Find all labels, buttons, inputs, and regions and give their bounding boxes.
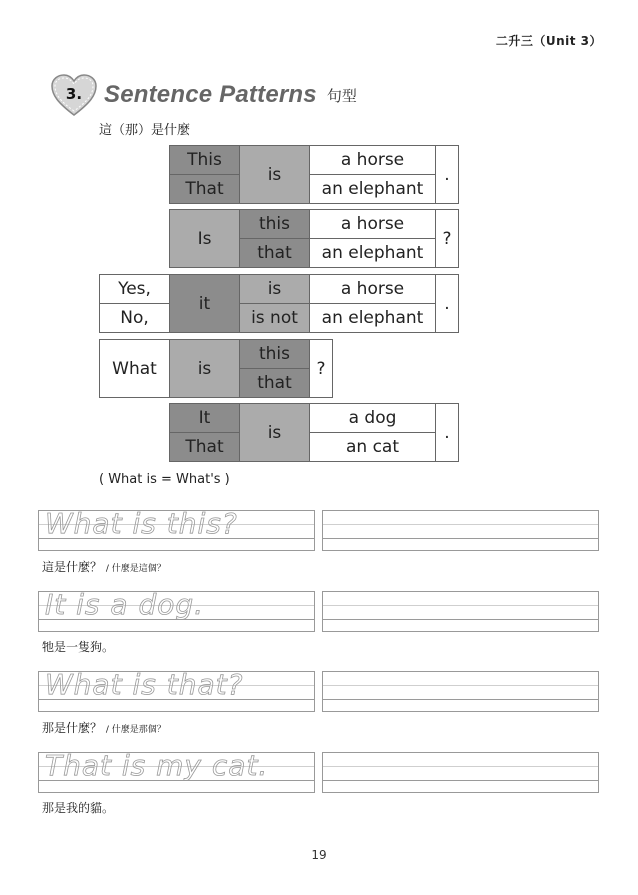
tracing-line[interactable] bbox=[38, 507, 315, 551]
translation-alt: / 什麼是那個？ bbox=[105, 725, 166, 735]
tracing-line[interactable] bbox=[38, 749, 315, 793]
tracing-line[interactable] bbox=[38, 588, 315, 632]
section-title-zh: 句型 bbox=[326, 86, 357, 105]
writing-line[interactable] bbox=[322, 752, 599, 793]
pattern-end-mark: . bbox=[436, 146, 459, 204]
trace-text: What is this? bbox=[45, 507, 238, 540]
pattern-table-3 bbox=[99, 274, 459, 333]
tracing-line[interactable] bbox=[38, 668, 315, 712]
pattern-table-4 bbox=[99, 339, 333, 398]
pattern-table-2 bbox=[169, 209, 459, 268]
pattern-cell: this bbox=[240, 340, 310, 369]
page-number: 19 bbox=[311, 848, 327, 862]
section-number: 3. bbox=[65, 85, 83, 103]
pattern-cell: Yes, bbox=[100, 275, 170, 304]
translation-alt: / 什麼是這個？ bbox=[105, 564, 166, 574]
writing-line[interactable] bbox=[322, 591, 599, 632]
pattern-cell: an elephant bbox=[310, 304, 436, 333]
pattern-cell: a dog bbox=[310, 404, 436, 433]
translation bbox=[42, 558, 166, 575]
writing-line[interactable] bbox=[322, 671, 599, 712]
pattern-cell: is bbox=[240, 275, 310, 304]
trace-text: It is a dog. bbox=[45, 588, 205, 621]
pattern-cell: What bbox=[100, 340, 170, 398]
trace-text: What is that? bbox=[45, 668, 244, 701]
section-title-row bbox=[50, 70, 357, 120]
trace-text: That is my cat. bbox=[45, 749, 269, 782]
pattern-end-mark: . bbox=[436, 404, 459, 462]
contraction-note: ( What is = What's ) bbox=[99, 472, 230, 487]
pattern-cell: is bbox=[240, 404, 310, 462]
translation bbox=[42, 799, 114, 816]
pattern-cell: a horse bbox=[310, 146, 436, 175]
pattern-end-mark: . bbox=[436, 275, 459, 333]
translation-main: 牠是一隻狗。 bbox=[42, 640, 115, 654]
pattern-cell: an elephant bbox=[310, 175, 436, 204]
heart-number-badge bbox=[50, 73, 98, 117]
pattern-cell: an cat bbox=[310, 433, 436, 462]
pattern-cell: an elephant bbox=[310, 239, 436, 268]
pattern-cell: This bbox=[170, 146, 240, 175]
pattern-cell: that bbox=[240, 369, 310, 398]
pattern-end-mark: ? bbox=[436, 210, 459, 268]
pattern-cell: a horse bbox=[310, 210, 436, 239]
pattern-cell: a horse bbox=[310, 275, 436, 304]
pattern-table-1 bbox=[169, 145, 459, 204]
pattern-cell: That bbox=[170, 175, 240, 204]
pattern-cell: this bbox=[240, 210, 310, 239]
pattern-cell: is not bbox=[240, 304, 310, 333]
pattern-cell: that bbox=[240, 239, 310, 268]
pattern-cell: No, bbox=[100, 304, 170, 333]
translation-main: 這是什麼？ bbox=[42, 560, 103, 574]
pattern-cell: That bbox=[170, 433, 240, 462]
translation-main: 那是我的貓。 bbox=[42, 801, 115, 815]
writing-line[interactable] bbox=[322, 510, 599, 551]
pattern-cell: it bbox=[170, 275, 240, 333]
pattern-end-mark: ? bbox=[310, 340, 333, 398]
pattern-cell: is bbox=[170, 340, 240, 398]
pattern-cell: Is bbox=[170, 210, 240, 268]
section-subtitle: 這（那）是什麼 bbox=[99, 123, 191, 138]
section-title: Sentence Patterns bbox=[104, 81, 317, 108]
translation-main: 那是什麼？ bbox=[42, 721, 103, 735]
translation bbox=[42, 638, 114, 655]
translation bbox=[42, 719, 166, 736]
pattern-table-5 bbox=[169, 403, 459, 462]
pattern-cell: is bbox=[240, 146, 310, 204]
pattern-cell: It bbox=[170, 404, 240, 433]
unit-label: 二升三（Unit 3） bbox=[495, 34, 602, 48]
